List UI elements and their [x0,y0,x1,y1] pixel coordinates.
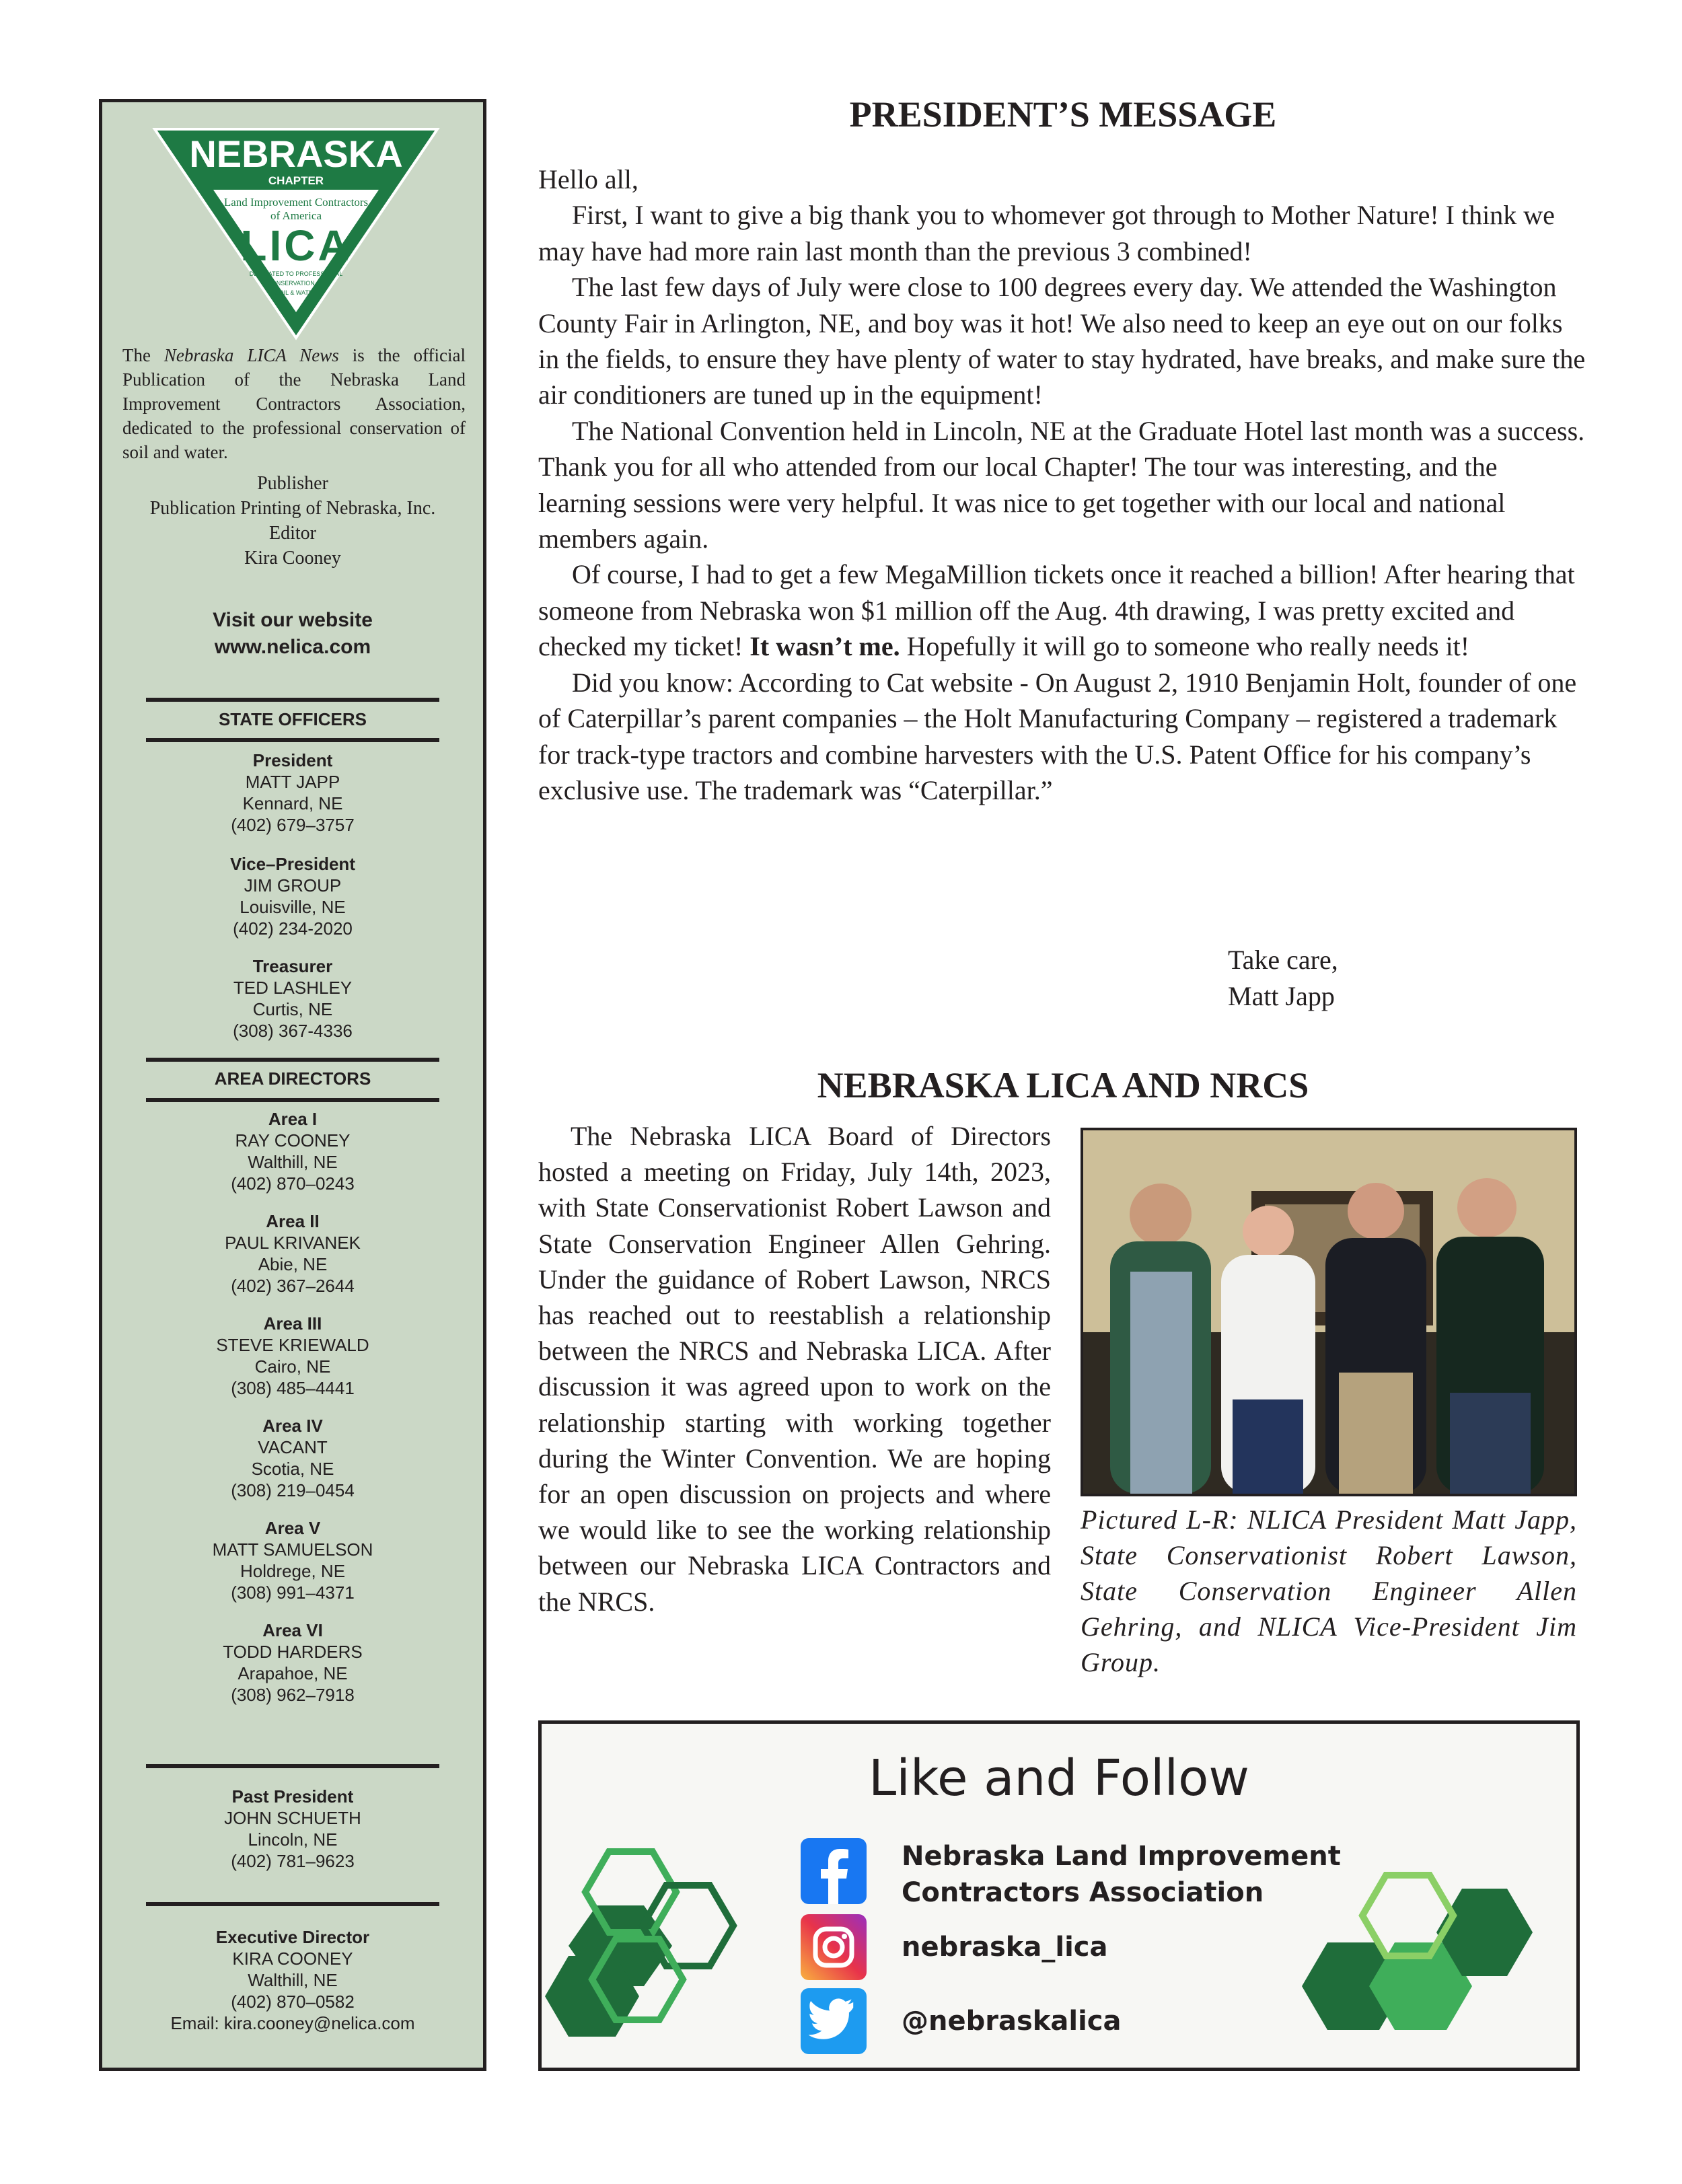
group-photo [1081,1128,1577,1496]
emphasis: It wasn’t me. [749,631,900,662]
facebook-name-line1: Nebraska Land Improvement [902,1841,1341,1872]
divider [146,1098,439,1102]
divider [146,698,439,702]
svg-text:CONSERVATION OF: CONSERVATION OF [267,280,325,287]
director-area-5: Area V MATT SAMUELSON Holdrege, NE (308) 991–4371 [212,1518,373,1603]
executive-director-email[interactable]: Email: kira.cooney@nelica.com [170,2013,415,2033]
divider [146,1058,439,1062]
signoff [1228,942,1338,1015]
svg-text:of America: of America [270,209,322,222]
paragraph: First, I want to give a big thank you to whomever got through to Mother Nature! I think we may have had more rain last month than the previous 3 combined! [538,200,1555,266]
divider [146,1902,439,1906]
svg-text:Land Improvement Contractors: Land Improvement Contractors [223,196,369,209]
facebook-icon [801,1838,867,1904]
nrcs-article-title: NEBRASKA LICA AND NRCS [817,1065,1309,1105]
past-president: Past President JOHN SCHUETH Lincoln, NE (402) 781–9623 [224,1786,361,1871]
editor-name: Kira Cooney [244,548,341,569]
instagram-icon [801,1914,867,1980]
state-officers-heading: STATE OFFICERS [218,709,367,729]
svg-text:NEBRASKA: NEBRASKA [189,133,403,175]
website-block [102,607,483,661]
group-photo-illustration [1083,1130,1574,1494]
officer-treasurer: Treasurer TED LASHLEY Curtis, NE (308) 367-4336 [233,956,353,1041]
nebraska-lica-logo [149,122,443,351]
visit-label: Visit our website [213,609,373,631]
publication-description: The Nebraska LICA News is the official Publication of the Nebraska Land Improvement Contractors Association, dedicated to the professional conservation of soil and water. [122,345,466,462]
presidents-message-title: PRESIDENT’S MESSAGE [849,94,1277,135]
svg-text:SOIL & WATER: SOIL & WATER [275,289,318,296]
director-area-2: Area II PAUL KRIVANEK Abie, NE (402) 367–2644 [225,1211,361,1296]
director-area-1: Area I RAY COONEY Walthill, NE (402) 870–0243 [231,1109,355,1194]
closing: Take care, [1228,945,1338,975]
website-link[interactable]: www.nelica.com [214,636,371,658]
officer-vice-president: Vice–President JIM GROUP Louisville, NE (402) 234-2020 [230,854,355,939]
executive-director: Executive Director KIRA COONEY Walthill, NE (402) 870–0582 Email: kira.cooney@nelica.com [102,1926,483,2034]
svg-text:CHAPTER: CHAPTER [268,174,324,187]
signature: Matt Japp [1228,981,1335,1011]
publisher-editor-block [102,471,483,571]
presidents-message-body [538,161,1588,808]
twitter-icon [801,1988,867,2054]
nrcs-article-body: The Nebraska LICA Board of Directors hosted a meeting on Friday, July 14th, 2023, with State Conservationist Robert Lawson and State Conservation Engineer Allen Gehring. Under the guidance of Robert Lawson, NRCS has reached out to reestablish a relationship between the NRCS and Nebraska LICA. After discussion it was agreed upon to work on the relationship starting with working together during the Winter Convention. We are hoping for an open discussion on projects and where we would like to see the working relationship between our Nebraska LICA Contractors and the NRCS. [538,1121,1051,1617]
photo-caption: Pictured L-R: NLICA President Matt Japp, State Conservationist Robert Lawson, State Conservation Engineer Allen Gehring, and NLICA Vice-President Jim Group. [1081,1504,1577,1677]
divider [146,1764,439,1768]
sidebar [99,99,486,2071]
paragraph: Of course, I had to get a few MegaMillion tickets once it reached a billion! After hearing that someone from Nebraska won $1 million off the Aug. 4th drawing, I was pretty excited and checked my ticket! It wasn’t me. Hopefully it will go to someone who really needs it! [538,559,1575,662]
publication-name: Nebraska LICA News [163,345,339,365]
publisher-label: Publisher [257,473,328,494]
officer-president: President MATT JAPP Kennard, NE (402) 679–3757 [231,750,355,835]
greeting: Hello all, [538,164,638,194]
twitter-handle: @nebraskalica [902,2006,1122,2037]
facebook-name-line2: Contractors Association [902,1877,1264,1908]
paragraph: The last few days of July were close to 100 degrees every day. We attended the Washington County Fair in Arlington, NE, and boy was it hot! We also need to keep an eye out on our folks in the fields, to ensure they have plenty of water to stay hydrated, have breaks, and make sure the air conditioners are tuned up in the equipment! [538,272,1586,410]
editor-label: Editor [269,523,316,544]
svg-text:LICA: LICA [240,221,352,270]
svg-text:DEDICATED TO PROFESSIONAL: DEDICATED TO PROFESSIONAL [249,270,343,277]
director-area-4: Area IV VACANT Scotia, NE (308) 219–0454 [231,1416,355,1500]
area-directors-heading: AREA DIRECTORS [214,1068,371,1089]
follow-title: Like and Follow [869,1749,1249,1807]
instagram-handle: nebraska_lica [902,1932,1108,1963]
director-area-3: Area III STEVE KRIEWALD Cairo, NE (308) 485–4441 [216,1313,369,1398]
paragraph: Did you know: According to Cat website - On August 2, 1910 Benjamin Holt, founder of one of Caterpillar’s parent companies – the Holt Manufacturing Company – registered a trademark for track-type tractors and combine harvesters with the U.S. Patent Office for his company’s exclusive use. The trademark was “Caterpillar.” [538,667,1577,805]
director-area-6: Area VI TODD HARDERS Arapahoe, NE (308) 962–7918 [223,1620,363,1705]
paragraph: The National Convention held in Lincoln, NE at the Graduate Hotel last month was a success. Thank you for all who attended from our local Chapter! The tour was interesting, and the learning sessions were very helpful. It was nice to get together with our local and national members again. [538,415,1585,554]
like-and-follow-box [538,1720,1580,2071]
publisher-name: Publication Printing of Nebraska, Inc. [149,498,436,519]
divider [146,738,439,742]
